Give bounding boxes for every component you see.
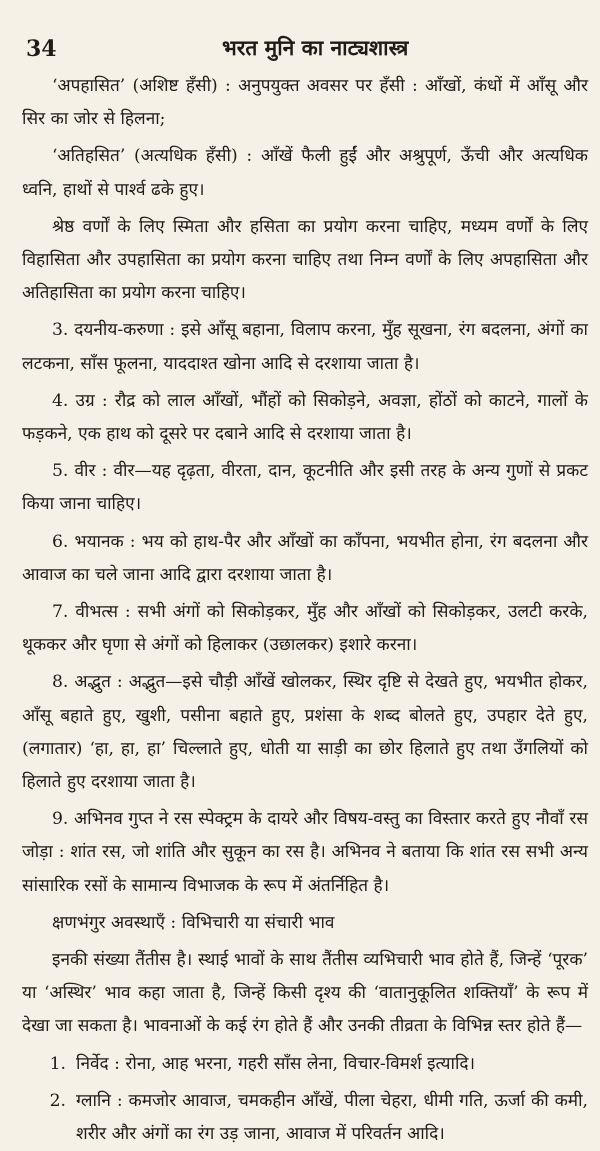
bhav-list [22,1048,588,1151]
list-item [22,1085,588,1151]
running-title: भरत मुनि का नाट्यशास्त्र [222,35,409,60]
paragraph-karuna: 3. दयनीय-करुणा : इसे आँसू बहाना, विलाप करना, मुँह सूखना, रंग बदलना, अंगों का लटकना, साँस फूलना, याददाश्त खोना आदि से दरशाया जाता है। [22,320,588,374]
paragraph-raudra: 4. उग्र : रौद्र को लाल आँखों, भौंहों को सिकोड़ने, अवज्ञा, होंठों को काटने, गालों के फड़कने, एक हाथ को दूसरे पर दबाने आदि से दरशाया जाता है। [22,390,588,445]
paragraph-apahasit: ‘अपहासित’ (अशिष्ट हँसी) : अनुपयुक्त अवसर पर हँसी : आँखों, कंधों में आँसू और सिर का जोर से हिलना; [22,76,588,130]
page-number: 34 [26,36,57,62]
paragraph-atihasit: ‘अतिहसित’ (अत्यधिक हँसी) : आँखें फैली हुईं और अश्रुपूर्ण, ऊँची और अत्यधिक ध्वनि, हाथों से पार्श्व ढके हुए। [22,146,588,200]
list-item-number: 1. [49,1053,66,1074]
list-item-text: निर्वेद : रोना, आह भरना, गहरी साँस लेना, विचार-विमर्श इत्यादि। [76,1053,476,1074]
paragraph-vibhats: 7. वीभत्स : सभी अंगों को सिकोड़कर, मुँह और आँखों को सिकोड़कर, उलटी करके, थूककर और घृणा से अंगों को हिलाकर (उछालकर) इशारे करना। [22,602,588,656]
list-item [22,1048,588,1081]
paragraph-veer: 5. वीर : वीर—यह दृढ़ता, वीरता, दान, कूटनीति और इसी तरह के अन्य गुणों से प्रकट किया जाना चाहिए। [22,461,588,515]
list-item-number: 2. [49,1090,66,1111]
paragraph-shant: 9. अभिनव गुप्त ने रस स्पेक्ट्रम के दायरे और विषय-वस्तु का विस्तार करते हुए नौवाँ रस जोड़ा : शांत रस, जो शांति और सुकून का रस है। अभिनव ने बताया कि शांत रस सभी अन्य सांसारिक रसों के सामान्य विभाजक के रूप में अंतर्निहित है। [22,809,588,896]
section-intro: इनकी संख्या तैंतीस है। स्थाई भावों के साथ तैंतीस व्यभिचारी भाव होते हैं, जिन्हें ‘पूरक’ या ‘अस्थिर’ भाव कहा जाता है, जिन्हें किसी दृश्य की ‘वातानुकूलित शक्तियाँ’ के रूप में देखा जा सकता है। भावनाओं के कई रंग होते हैं और उनकी तीव्रता के विभिन्न स्तर होते हैं— [22,950,588,1037]
paragraph-bhayanak: 6. भयानक : भय को हाथ-पैर और आँखों का काँपना, भयभीत होना, रंग बदलना और आवाज का चले जाना आदि द्वारा दरशाया जाता है। [22,531,588,585]
paragraph-adbhut: 8. अद्भुत : अद्भुत—इसे चौड़ी आँखें खोलकर, स्थिर दृष्टि से देखते हुए, भयभीत होकर, आँसू बहाते हुए, खुशी, पसीना बहाते हुए, प्रशंसा के शब्द बोलते हुए, उपहार देते हुए, (लगातार) ‘हा, हा, हा’ चिल्लाते हुए, धोती या साड़ी का छोर हिलाते हुए तथा उँगलियों को हिलाते हुए दरशाया जाता है। [22,672,588,793]
page-body [22,70,588,1151]
paragraph-varna-usage: श्रेष्ठ वर्णों के लिए स्मिता और हसिता का प्रयोग करना चाहिए, मध्यम वर्णों के लिए विहासिता और उपहासिता का प्रयोग करना चाहिए तथा निम्न वर्णों के लिए अपहासिता और अतिहासिता का प्रयोग करना चाहिए। [22,216,588,304]
section-heading: क्षणभंगुर अवस्थाएँ : विभिचारी या संचारी भाव [52,912,335,933]
list-item-text: ग्लानि : कमजोर आवाज, चमकहीन आँखें, पीला चेहरा, धीमी गति, ऊर्जा की कमी, शरीर और अंगों का रंग उड़ जाना, आवाज में परिवर्तन आदि। [76,1090,588,1145]
page-header [22,0,588,70]
